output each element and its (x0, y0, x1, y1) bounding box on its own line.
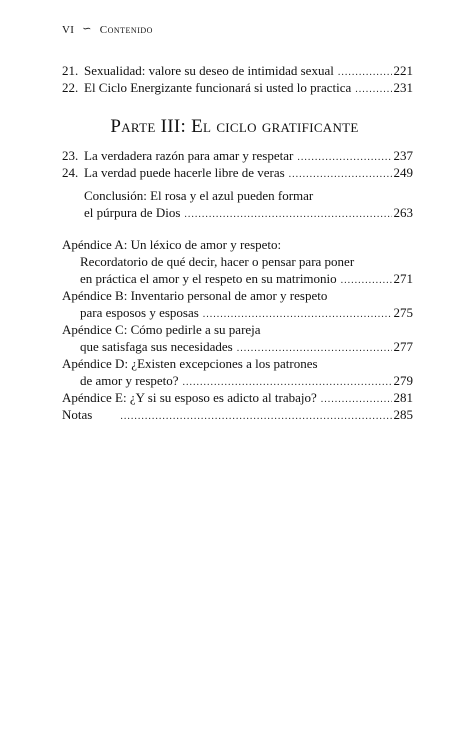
appendix-title: Apéndice D: ¿Existen excepciones a los patrones (62, 356, 318, 371)
chapter-number: 21. (62, 63, 79, 78)
page-number: 263 (393, 205, 413, 220)
conclusion-line-2 (62, 204, 413, 221)
page-number: 249 (393, 165, 413, 180)
toc-appendix-e[interactable] (62, 389, 413, 406)
appendix-d-line-1 (62, 355, 413, 372)
page-number: 237 (393, 148, 413, 163)
toc-appendix-a[interactable] (62, 236, 413, 287)
toc-chapters-part3 (62, 147, 413, 181)
page-number: 277 (393, 339, 413, 354)
running-header (62, 23, 153, 36)
toc-appendix-c[interactable] (62, 321, 413, 355)
appendix-title: Apéndice A: Un léxico de amor y respeto: (62, 237, 282, 252)
appendix-b-line-2 (62, 304, 413, 321)
toc-entry-21[interactable] (62, 62, 413, 79)
leader-dots (297, 149, 391, 166)
appendix-c-line-1 (62, 321, 413, 338)
chapter-number: 22. (62, 80, 79, 95)
leader-dots (355, 81, 391, 98)
appendix-a-line-3 (62, 270, 413, 287)
appendix-b-line-1 (62, 287, 413, 304)
toc-appendix-d[interactable] (62, 355, 413, 389)
chapter-title: La verdad puede hacerle libre de veras (84, 165, 285, 180)
conclusion-line-1 (62, 187, 413, 204)
toc-conclusion[interactable] (62, 187, 413, 221)
appendix-subtitle: Recordatorio de qué decir, hacer o pensar para poner (80, 254, 355, 269)
conclusion-title: Conclusión: El rosa y el azul pueden formar (84, 188, 314, 203)
appendix-a-line-1 (62, 236, 413, 253)
part-label: Parte III: (110, 116, 187, 137)
leader-dots (341, 272, 392, 289)
appendix-subtitle-continued: en práctica el amor y el respeto en su matrimonio (80, 271, 337, 286)
toc-chapters-top (62, 62, 413, 96)
notes-line (62, 406, 413, 423)
page-number: 221 (393, 63, 413, 78)
header-section-title: Contenido (99, 23, 153, 36)
leader-dots (120, 408, 391, 425)
header-page-numeral: VI (62, 23, 75, 36)
page-number: 271 (393, 271, 413, 286)
toc-entry-22[interactable] (62, 79, 413, 96)
chapter-title: Sexualidad: valore su deseo de intimidad sexual (84, 63, 334, 78)
toc-entry-24[interactable] (62, 164, 413, 181)
appendix-e-line-1 (62, 389, 413, 406)
part-title: El ciclo gratificante (191, 116, 359, 137)
appendix-a-line-2 (62, 253, 413, 270)
toc-appendices (62, 236, 413, 406)
leader-dots (289, 166, 392, 183)
notes-title: Notas (62, 407, 93, 422)
page-number: 281 (393, 390, 413, 405)
page-number: 231 (393, 80, 413, 95)
toc-appendix-b[interactable] (62, 287, 413, 321)
page-number: 275 (393, 305, 413, 320)
chapter-number: 23. (62, 148, 79, 163)
chapter-title: El Ciclo Energizante funcionará si usted lo practica (84, 80, 352, 95)
appendix-title-continued: de amor y respeto? (80, 373, 179, 388)
part-three-heading (0, 116, 469, 138)
conclusion-title-continued: el púrpura de Dios (84, 205, 181, 220)
appendix-title: Apéndice E: ¿Y si su esposo es adicto al trabajo? (62, 390, 317, 405)
appendix-c-line-2 (62, 338, 413, 355)
page-number: 285 (393, 407, 413, 422)
chapter-number: 24. (62, 165, 79, 180)
appendix-title: Apéndice C: Cómo pedirle a su pareja (62, 322, 261, 337)
page-number: 279 (393, 373, 413, 388)
chapter-title: La verdadera razón para amar y respetar (84, 148, 294, 163)
toc-notes[interactable] (62, 406, 413, 423)
appendix-title: Apéndice B: Inventario personal de amor y respeto (62, 288, 328, 303)
appendix-title-continued: que satisfaga sus necesidades (80, 339, 233, 354)
appendix-d-line-2 (62, 372, 413, 389)
toc-entry-23[interactable] (62, 147, 413, 164)
leader-dots (184, 206, 391, 223)
ornament-icon: ∽ (82, 23, 92, 35)
appendix-title-continued: para esposos y esposas (80, 305, 199, 320)
